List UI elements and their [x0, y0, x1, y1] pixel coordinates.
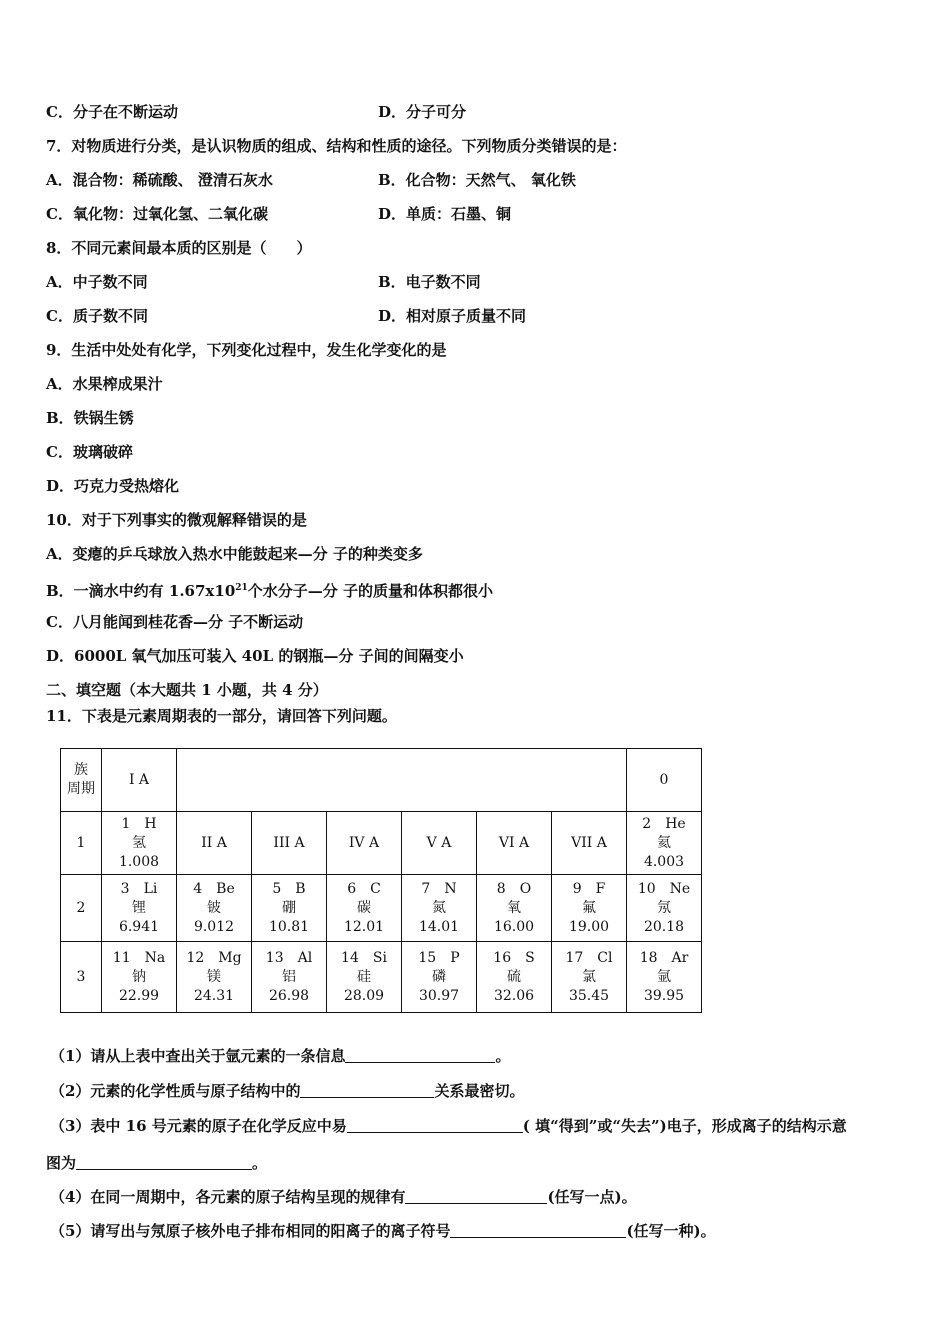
blank-header-space	[177, 749, 627, 812]
q6-option-c: C．分子在不断运动	[46, 103, 178, 121]
q10-option-c: C．八月能闻到桂花香—分 子不断运动	[46, 613, 304, 631]
element-mass: 4.003	[643, 853, 685, 870]
q11-sub2-text: （2）元素的化学性质与原子结构中的	[50, 1082, 301, 1100]
element-mass: 28.09	[343, 987, 385, 1004]
q10-option-d: D．6000L 氧气加压可装入 40L 的钢瓶—分 子间的间隔变小	[46, 647, 464, 665]
group-header-va: V A	[402, 812, 477, 875]
element-cell	[177, 942, 252, 1013]
element-number-symbol: 14 Si	[341, 949, 387, 966]
answer-blank-3a[interactable]	[347, 1118, 523, 1133]
element-name: 硼	[282, 899, 296, 916]
element-cell	[402, 875, 477, 942]
element-mass: 24.31	[193, 987, 235, 1004]
element-name: 磷	[432, 968, 446, 985]
q9-option-b: B．铁锅生锈	[46, 409, 134, 427]
answer-blank-5[interactable]	[450, 1223, 626, 1238]
q8-option-c: C．质子数不同	[46, 307, 148, 325]
element-mass: 22.99	[118, 987, 160, 1004]
q11-sub2-end: 关系最密切。	[434, 1082, 525, 1100]
q11-sub1-text: （1）请从上表中查出关于氩元素的一条信息	[50, 1047, 346, 1065]
element-cell	[252, 942, 327, 1013]
group-header-iva: IV A	[327, 812, 402, 875]
element-name: 氧	[507, 899, 521, 916]
q11-stem: 11．下表是元素周期表的一部分，请回答下列问题。	[46, 707, 397, 725]
q9-option-a: A．水果榨成果汁	[46, 375, 163, 393]
period-label: 2	[61, 875, 102, 942]
element-name: 氢	[132, 834, 146, 851]
element-number-symbol: 5 B	[272, 880, 306, 897]
corner-group-label: 族	[74, 762, 88, 778]
element-cell	[552, 875, 627, 942]
element-mass: 12.01	[343, 918, 385, 935]
q10-option-b-text-end: 个水分子—分 子的质量和体积都很小	[247, 582, 494, 600]
element-cell	[102, 875, 177, 942]
element-cell	[627, 875, 702, 942]
group-header-iia: II A	[177, 812, 252, 875]
q11-sub4-text: （4）在同一周期中，各元素的原子结构呈现的规律有	[50, 1188, 406, 1206]
q8-option-b: B．电子数不同	[378, 273, 481, 291]
element-cell	[177, 875, 252, 942]
periodic-table	[60, 748, 702, 1013]
element-cell	[102, 942, 177, 1013]
answer-blank-2[interactable]	[300, 1083, 434, 1098]
q7-option-b: B．化合物：天然气、 氧化铁	[378, 171, 576, 189]
element-cell	[477, 875, 552, 942]
period-label: 3	[61, 942, 102, 1013]
element-mass: 10.81	[268, 918, 310, 935]
q11-sub2	[50, 1081, 524, 1101]
q6-option-d: D．分子可分	[378, 103, 467, 121]
group-header-iiia: III A	[252, 812, 327, 875]
element-number-symbol: 18 Ar	[639, 949, 689, 966]
period-label: 1	[61, 812, 102, 875]
element-mass: 16.00	[493, 918, 535, 935]
element-name: 氮	[432, 899, 446, 916]
element-mass: 26.98	[268, 987, 310, 1004]
group-header-ia: I A	[102, 749, 177, 812]
q11-sub5-end: (任写一种)。	[626, 1222, 716, 1240]
element-mass: 6.941	[118, 918, 160, 935]
element-number-symbol: 4 Be	[193, 880, 235, 897]
q8-option-a: A．中子数不同	[46, 273, 148, 291]
answer-blank-3b[interactable]	[76, 1155, 252, 1170]
q11-sub3-text-end: ( 填“得到”或“失去”)电子，形成离子的结构示意	[522, 1117, 847, 1135]
element-number-symbol: 2 He	[642, 815, 686, 832]
q11-sub4	[50, 1187, 637, 1207]
q10-option-b-text: B．一滴水中约有 1.67x10	[46, 582, 236, 600]
answer-blank-4[interactable]	[405, 1189, 547, 1204]
element-number-symbol: 13 Al	[265, 949, 313, 966]
element-name: 氯	[582, 968, 596, 985]
group-header-viia: VII A	[552, 812, 627, 875]
element-mass: 9.012	[193, 918, 235, 935]
q9-stem: 9．生活中处处有化学，下列变化过程中，发生化学变化的是	[46, 341, 447, 359]
q11-sub5	[50, 1221, 716, 1241]
q11-sub4-end: (任写一点)。	[547, 1188, 637, 1206]
q7-option-a: A．混合物：稀硫酸、 澄清石灰水	[46, 171, 273, 189]
element-cell	[327, 875, 402, 942]
element-cell	[102, 812, 177, 875]
element-number-symbol: 11 Na	[112, 949, 166, 966]
element-cell	[327, 942, 402, 1013]
element-cell	[402, 942, 477, 1013]
element-number-symbol: 8 O	[496, 880, 532, 897]
group-header-0: 0	[627, 749, 702, 812]
element-name: 硅	[357, 968, 371, 985]
element-mass: 30.97	[418, 987, 460, 1004]
q11-sub3-line2-text: 图为	[46, 1154, 77, 1172]
q10-option-b	[46, 578, 493, 601]
element-name: 镁	[207, 968, 221, 985]
element-name: 碳	[357, 899, 371, 916]
q8-option-d: D．相对原子质量不同	[378, 307, 527, 325]
element-number-symbol: 9 F	[572, 880, 606, 897]
element-number-symbol: 10 Ne	[637, 880, 691, 897]
element-number-symbol: 12 Mg	[186, 949, 242, 966]
q9-option-c: C．玻璃破碎	[46, 443, 133, 461]
q11-sub3-line2-end: 。	[252, 1154, 268, 1172]
element-name: 钠	[132, 968, 146, 985]
q8-stem: 8．不同元素间最本质的区别是（ ）	[46, 239, 312, 257]
element-mass: 32.06	[493, 987, 535, 1004]
element-cell	[252, 875, 327, 942]
element-cell	[477, 942, 552, 1013]
q11-sub5-text: （5）请写出与氖原子核外电子排布相同的阳离子的离子符号	[50, 1222, 451, 1240]
element-cell	[627, 812, 702, 875]
element-mass: 19.00	[568, 918, 610, 935]
element-number-symbol: 6 C	[347, 880, 381, 897]
element-number-symbol: 15 P	[418, 949, 460, 966]
q11-sub3-text: （3）表中 16 号元素的原子在化学反应中易	[50, 1117, 347, 1135]
element-cell	[627, 942, 702, 1013]
element-name: 锂	[132, 899, 146, 916]
q7-stem: 7．对物质进行分类，是认识物质的组成、结构和性质的途径。下列物质分类错误的是：	[46, 137, 627, 155]
element-name: 氦	[657, 834, 671, 851]
element-mass: 20.18	[643, 918, 685, 935]
element-name: 氩	[657, 968, 671, 985]
group-header-via: VI A	[477, 812, 552, 875]
element-name: 硫	[507, 968, 521, 985]
element-cell	[552, 942, 627, 1013]
corner-header	[61, 749, 102, 812]
element-name: 氖	[657, 899, 671, 916]
element-number-symbol: 17 Cl	[565, 949, 613, 966]
q10-option-b-exponent: 21	[235, 583, 248, 593]
element-name: 铍	[207, 899, 221, 916]
corner-period-label: 周期	[67, 781, 95, 797]
q10-stem: 10．对于下列事实的微观解释错误的是	[46, 511, 307, 529]
element-mass: 39.95	[643, 987, 685, 1004]
section-heading: 二、填空题（本大题共 1 小题，共 4 分）	[46, 681, 328, 699]
q11-sub3	[50, 1116, 847, 1136]
answer-blank-1[interactable]	[345, 1048, 495, 1063]
q7-option-d: D．单质：石墨、铜	[378, 205, 512, 223]
element-number-symbol: 7 N	[421, 880, 457, 897]
q9-option-d: D．巧克力受热熔化	[46, 477, 180, 495]
element-number-symbol: 16 S	[493, 949, 535, 966]
q10-option-a: A．变瘪的乒乓球放入热水中能鼓起来—分 子的种类变多	[46, 545, 423, 563]
element-number-symbol: 3 Li	[120, 880, 158, 897]
q11-sub3-line2	[46, 1153, 267, 1173]
q7-option-c: C．氧化物：过氧化氢、二氧化碳	[46, 205, 268, 223]
element-name: 氟	[582, 899, 596, 916]
element-name: 铝	[282, 968, 296, 985]
element-mass: 14.01	[418, 918, 460, 935]
q11-sub1	[50, 1046, 510, 1066]
element-mass: 35.45	[568, 987, 610, 1004]
element-number-symbol: 1 H	[121, 815, 157, 832]
q11-sub1-end: 。	[495, 1047, 511, 1065]
element-mass: 1.008	[118, 853, 160, 870]
